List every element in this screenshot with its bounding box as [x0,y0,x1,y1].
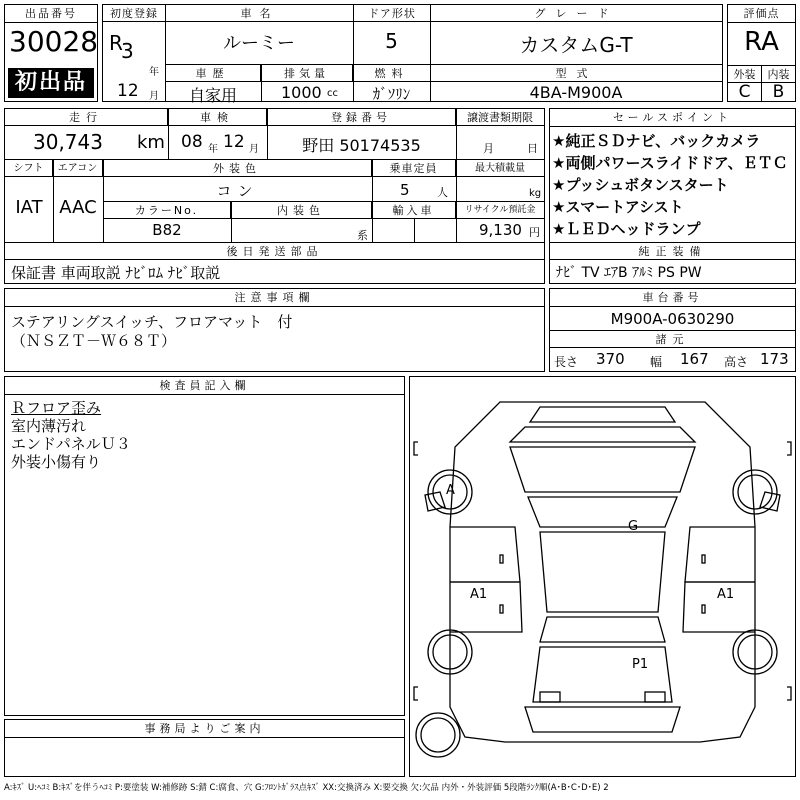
displacement: 1000 [281,83,322,102]
displacement-label: 排気量 [261,65,353,82]
legend: A:ｷｽﾞ U:ﾍｺﾐ B:ｷｽﾞを伴うﾍｺﾐ P:要塗装 W:補修跡 S:錆 C:腐食、穴 G:ﾌﾛﾝﾄｶﾞﾗｽ点ｷｽﾞ XX:交換済み X:要交換 欠:欠品 内外・外装評価 5段階ﾗﾝｸ順(A･B･C･D･E) 2 [4,783,609,793]
inspector-line: 室内薄汚れ [11,417,87,435]
doors: 5 [385,29,398,53]
damage-mark: A [446,483,455,498]
transfer-day-unit: 日 [527,142,538,155]
first-reg-year: 3 [121,39,134,63]
chassis-number: M900A-0630290 [610,310,735,328]
shift: IAT [15,197,43,218]
equipment: ﾅﾋﾞ TV ｴｱB ｱﾙﾐ PS PW [556,265,702,281]
inspector-line: エンドパネルＵ３ [11,435,131,453]
length: 370 [596,350,625,368]
score-label: 評価点 [728,5,795,23]
notes-line: （ＮＳＺＴ－Ｗ６８Ｔ） [11,332,177,350]
mileage-unit: km [137,132,165,153]
month-unit: 月 [149,91,159,102]
transfer-month-unit: 月 [483,142,494,155]
exterior-grade: C [738,82,751,102]
first-reg-era: R [109,31,123,55]
aircon: AAC [59,197,97,218]
car-name: ルーミー [223,33,295,54]
chassis-label: 車台番号 [550,289,795,307]
score-box [727,4,796,102]
height-label: 高さ [724,355,749,369]
inspector-box [4,376,405,716]
color-no-label: カラーNo. [103,202,231,219]
import-label: 輸入車 [372,202,456,219]
inspection-label: 車検 [168,109,267,126]
length-label: 長さ [554,355,579,369]
grade: カスタムG-T [519,33,633,57]
selling-point: ★ＬＥＤヘッドランプ [552,220,701,238]
selling-point: ★純正ＳＤナビ、バックカメラ [552,132,761,150]
capacity-label: 乗車定員 [372,160,456,177]
office-label: 事務局よりご案内 [5,720,404,738]
ext-color-label: 外装色 [103,160,372,177]
later-items-label: 後日発送部品 [5,243,544,260]
color-no: B82 [152,221,182,239]
fuel: ｶﾞｿﾘﾝ [372,85,411,103]
model-code-label: 型式 [430,65,722,82]
exterior-grade-label: 外装 [728,66,761,83]
notes-box [4,288,545,372]
lot-number: 30028 [9,25,99,58]
shift-label: シフト [5,160,53,177]
damage-mark: A1 [470,587,488,602]
grade-label: グレード [430,5,722,22]
inspector-line: 外装小傷有り [11,453,102,471]
capacity: 5 [400,181,410,199]
office-box [4,719,405,777]
lot-number-box [4,4,98,102]
int-color-label: 内装色 [231,202,372,219]
max-load-unit: kg [529,188,542,199]
aircon-label: エアコン [53,160,103,177]
recycle-fee: 9,130 [479,221,522,239]
doors-label: ドア形状 [353,5,430,22]
model-code: 4BA-M900A [529,83,623,102]
plate: 野田 50174535 [302,136,421,155]
mileage-label: 走行 [5,109,168,126]
interior-grade-label: 内装 [762,66,795,83]
inspection-month-unit: 月 [249,144,259,155]
inspector-label: 検査員記入欄 [5,377,404,395]
max-load-label: 最大積載量 [456,160,544,177]
displacement-unit: cc [327,88,338,99]
width-label: 幅 [650,355,663,369]
selling-point: ★両側パワースライドドア、ＥＴＣ [552,154,788,172]
car-outline-svg [410,377,795,776]
height: 173 [760,350,789,368]
notes-line: ステアリングスイッチ、フロアマット 付 [11,313,293,331]
notes-label: 注意事項欄 [5,289,544,307]
selling-point: ★プッシュボタンスタート [552,176,729,194]
inspection-year: 08 [181,132,203,152]
year-unit: 年 [149,67,159,78]
damage-mark: A1 [717,587,735,602]
selling-point: ★スマートアシスト [552,198,684,216]
recycle-label: リサイクル預託金 [456,202,544,219]
inspection-year-unit: 年 [208,144,218,155]
first-listing-badge: 初出品 [8,68,94,98]
lot-number-label: 出品番号 [5,5,97,23]
first-reg-month: 12 [117,81,139,101]
damage-mark: P1 [632,657,649,672]
inspector-line: Ｒフロア歪み [11,399,102,417]
mileage: 30,743 [33,130,103,154]
first-reg-label: 初度登録 [103,5,165,22]
score: RA [744,27,779,57]
transfer-label: 譲渡書類期限 [456,109,544,126]
int-color-unit: 系 [357,229,368,242]
car-diagram [409,376,796,777]
history-label: 車歴 [165,65,261,82]
capacity-unit: 人 [437,186,448,199]
later-items: 保証書 車両取説 ﾅﾋﾞﾛﾑ ﾅﾋﾞ取説 [11,264,221,282]
inspection-month: 12 [223,132,245,152]
fuel-label: 燃料 [353,65,430,82]
history: 自家用 [188,86,237,105]
header-table [102,4,723,105]
dims-label: 諸元 [550,331,795,348]
car-name-label: 車名 [165,5,353,22]
damage-mark: G [628,519,639,534]
equipment-label: 純正装備 [550,243,795,260]
plate-label: 登録番号 [267,109,456,126]
ext-color: コン [216,182,259,200]
specs-table [4,108,545,284]
chassis-box [549,288,796,372]
selling-points-box [549,108,796,284]
selling-points-label: セールスポイント [550,109,795,127]
recycle-unit: 円 [529,226,540,239]
width: 167 [680,350,709,368]
interior-grade: B [772,82,785,102]
